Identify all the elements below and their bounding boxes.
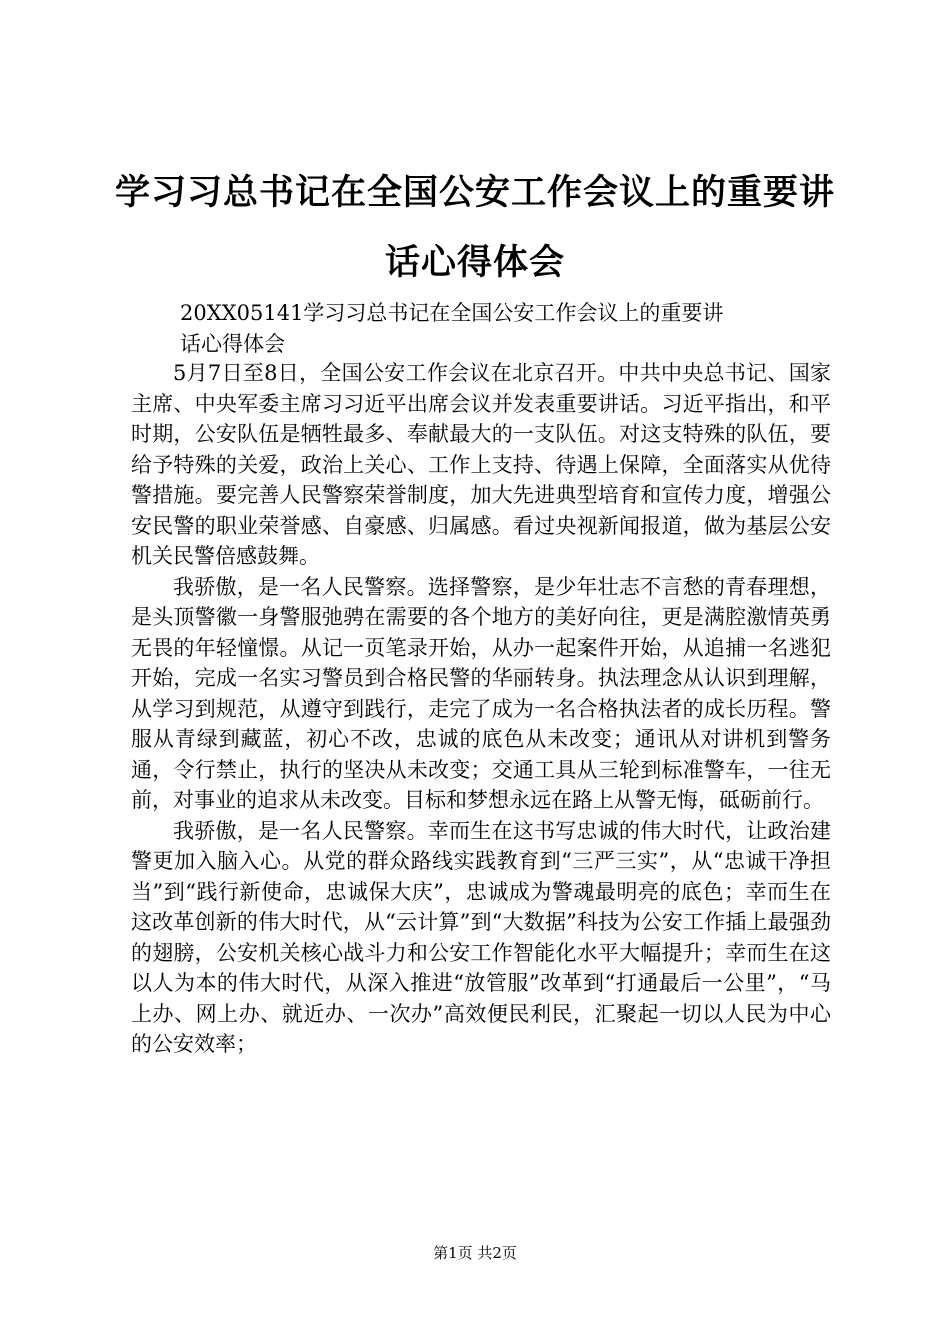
paragraph: 5月7日至8日，全国公安工作会议在北京召开。中共中央总书记、国家主席、中央军委主席习习近平出席会议并发表重要讲话。习近平指出，和平时期，公安队伍是牺牲最多、奉献最大的一支队伍。对这支特殊的队伍，要给予特殊的关爱，政治上关心、工作上支持、待遇上保障，全面落实从优待警措施。要完善人民警察荣誉制度，加大先进典型培育和宣传力度，增强公安民警的职业荣誉感、自豪感、归属感。看过央视新闻报道，做为基层公安机关民警倍感鼓舞。 — [131, 361, 831, 568]
document-title: 学习习总书记在全国公安工作会议上的重要讲话心得体会 — [114, 173, 835, 283]
paragraph: 我骄傲，是一名人民警察。选择警察，是少年壮志不言愁的青春理想，是头顶警徽一身警服弛骋在需要的各个地方的美好向往，更是满腔激情英勇无畏的年轻憧憬。从记一页笔录开始，从办一起案件开始，从追捕一名逃犯开始，完成一名实习警员到合格民警的华丽转身。执法理念从认识到理解，从学习到规范，从遵守到践行，走完了成为一名合格执法者的成长历程。警服从青绿到藏蓝，初心不改，忠诚的底色从未改变；通讯从对讲机到警务通，令行禁止，执行的坚决从未改变；交通工具从三轮到标准警车，一往无前，对事业的追求从未改变。目标和梦想永远在路上从警无悔，砥砺前行。 — [131, 574, 831, 812]
document-subtitle: 20XX05141学习习总书记在全国公安工作会议上的重要讲话心得体会 — [180, 301, 724, 356]
paragraph: 我骄傲，是一名人民警察。幸而生在这书写忠诚的伟大时代，让政治建警更加入脑入心。从党的群众路线实践教育到“三严三实”，从“忠诚干净担当”到“践行新使命，忠诚保大庆”，忠诚成为警魂最明亮的底色；幸而生在这改革创新的伟大时代，从“云计算”到“大数据”科技为公安工作插上最强劲的翅膀，公安机关核心战斗力和公安工作智能化水平大幅提升；幸而生在这以人为本的伟大时代，从深入推进“放管服”改革到“打通最后一公里”，“马上办、网上办、就近办、一次办”高效便民利民，汇聚起一切以人民为中心的公安效率； — [131, 818, 831, 1056]
page-footer: 第1页 共2页 — [433, 1244, 517, 1262]
document-body — [131, 358, 831, 1060]
